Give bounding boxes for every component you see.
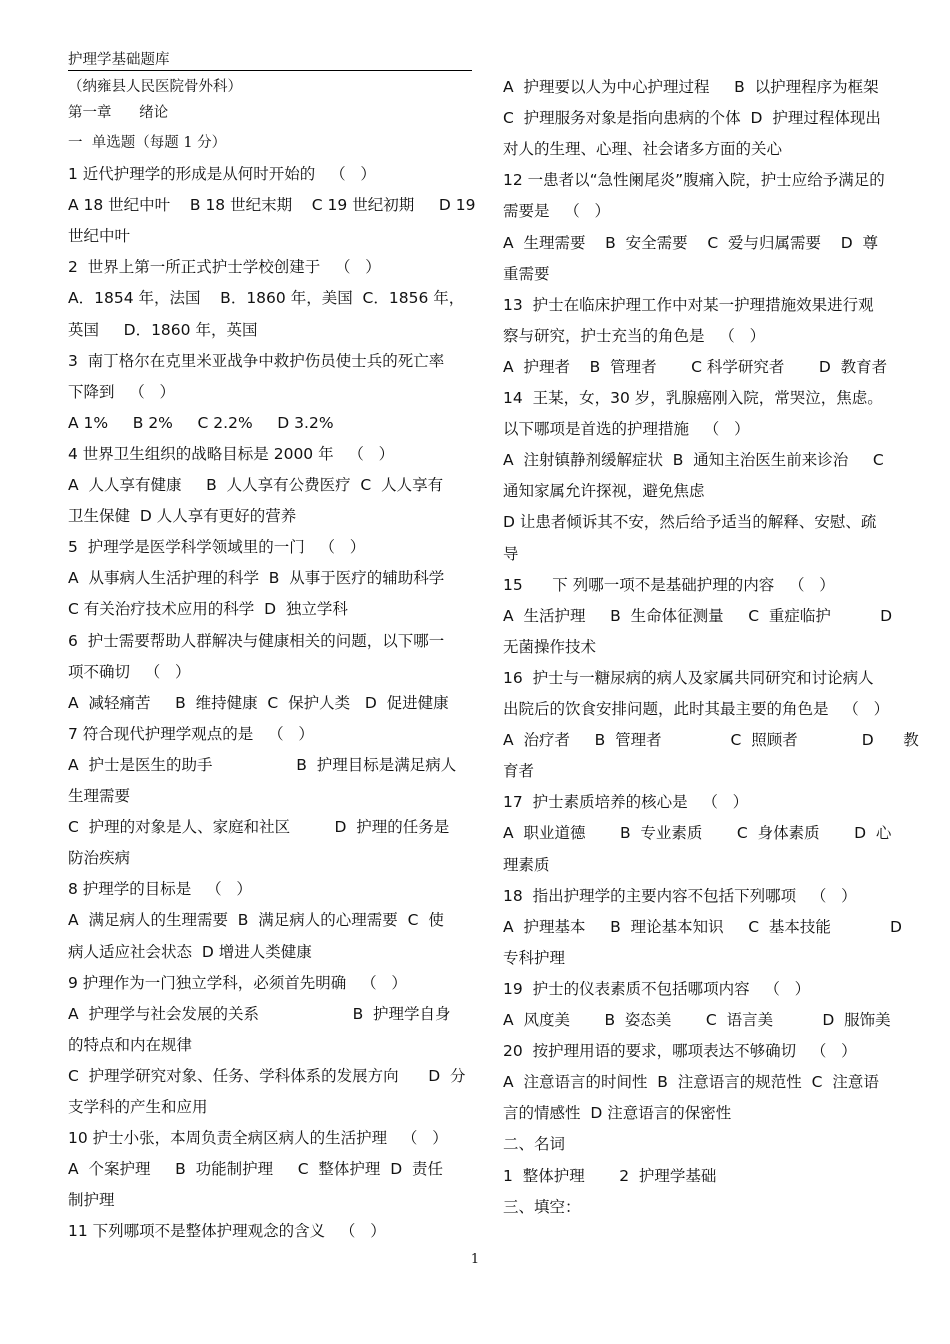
- text-line: 17 护士素质培养的核心是 （ ）: [503, 793, 749, 812]
- text-line: D 让患者倾诉其不安，然后给予适当的解释、安慰、疏: [503, 513, 877, 532]
- text-line: 出院后的饮食安排问题，此时其最主要的角色是 （ ）: [503, 700, 890, 718]
- text-line: 世纪中叶: [68, 227, 131, 246]
- text-line: C 有关治疗技术应用的科学 D 独立学科: [68, 600, 348, 619]
- text-line: 无菌操作技术: [503, 637, 597, 656]
- text-line: 通知家属允许探视，避免焦虑: [503, 482, 705, 501]
- text-line: 13 护士在临床护理工作中对某一护理措施效果进行观: [503, 295, 874, 314]
- text-line: 卫生保健 D 人人享有更好的营养: [68, 507, 297, 526]
- text-line: C 护理的对象是人、家庭和社区 D 护理的任务是: [68, 818, 450, 837]
- text-line: A 满足病人的生理需要 B 满足病人的心理需要 C 使: [68, 911, 444, 930]
- text-line: 导: [503, 544, 519, 563]
- text-line: 10 护士小张，本周负责全病区病人的生活护理 （ ）: [68, 1129, 448, 1148]
- text-line: 1 近代护理学的形成是从何时开始的 （ ）: [68, 165, 376, 183]
- text-line: 的特点和内在规律: [68, 1035, 193, 1054]
- text-line: 16 护士与一糖尿病的病人及家属共同研究和讨论病人: [503, 668, 874, 687]
- text-line: A 生活护理 B 生命体征测量 C 重症临护 D: [503, 606, 893, 625]
- text-line: 察与研究，护士充当的角色是 （ ）: [503, 326, 766, 345]
- text-line: A 风度美 B 姿态美 C 语言美 D 服饰美: [503, 1011, 891, 1029]
- text-line: 育者: [503, 762, 535, 781]
- text-line: 7 符合现代护理学观点的是 （ ）: [68, 724, 314, 743]
- text-line: 1 整体护理 2 护理学基础: [503, 1166, 717, 1185]
- text-line: 支学科的产生和应用: [68, 1098, 208, 1116]
- text-line: A 个案护理 B 功能制护理 C 整体护理 D 责任: [68, 1160, 444, 1179]
- section-heading: 一 单选题（每题 1 分）: [68, 135, 227, 151]
- text-line: 二、名词: [503, 1135, 566, 1154]
- text-line: 英国 D．1860 年，英国: [68, 320, 258, 339]
- text-line: 15 下 列哪一项不是基础护理的内容 （ ）: [503, 575, 835, 594]
- text-line: A 护理学与社会发展的关系 B 护理学自身: [68, 1004, 451, 1023]
- text-line: 防治疾病: [68, 849, 131, 868]
- text-line: A 人人享有健康 B 人人享有公费医疗 C 人人享有: [68, 476, 444, 494]
- text-line: 以下哪项是首选的护理措施 （ ）: [503, 420, 750, 439]
- text-line: A 护士是医生的助手 B 护理目标是满足病人: [68, 755, 457, 774]
- text-line: A 从事病人生活护理的科学 B 从事于医疗的辅助科学: [68, 569, 445, 588]
- text-line: A 生理需要 B 安全需要 C 爱与归属需要 D 尊: [503, 233, 879, 252]
- text-line: A 护理基本 B 理论基本知识 C 基本技能 D: [503, 917, 902, 936]
- text-line: 重需要: [503, 264, 550, 283]
- text-line: 8 护理学的目标是 （ ）: [68, 880, 252, 899]
- document-title: 护理学基础题库: [68, 52, 170, 68]
- text-line: C 护理学研究对象、任务、学科体系的发展方向 D 分: [68, 1066, 466, 1085]
- text-line: 14 王某，女，30 岁，乳腺癌刚入院，常哭泣，焦虑。: [503, 389, 883, 407]
- text-line: 5 护理学是医学科学领域里的一门 （ ）: [68, 538, 366, 557]
- page-number: 1: [470, 1252, 480, 1267]
- text-line: 对人的生理、心理、社会诸多方面的关心: [503, 140, 783, 159]
- chapter-heading: 第一章 绪论: [68, 105, 169, 121]
- text-line: 12 一患者以“急性阑尾炎”腹痛入院，护士应给予满足的: [503, 171, 885, 190]
- text-line: 病人适应社会状态 D 增进人类健康: [68, 942, 312, 961]
- text-line: A 治疗者 B 管理者 C 照顾者 D 教: [503, 731, 919, 750]
- text-line: A 注意语言的时间性 B 注意语言的规范性 C 注意语: [503, 1073, 879, 1092]
- text-line: C 护理服务对象是指向患病的个体 D 护理过程体现出: [503, 109, 881, 128]
- text-line: 理素质: [503, 855, 550, 874]
- text-line: 项不确切 （ ）: [68, 662, 191, 681]
- text-line: A 注射镇静剂缓解症状 B 通知主治医生前来诊治 C: [503, 451, 884, 470]
- text-line: A 18 世纪中叶 B 18 世纪末期 C 19 世纪初期 D 19: [68, 196, 476, 215]
- document-subtitle: （纳雍县人民医院骨外科）: [68, 79, 242, 95]
- text-line: 言的情感性 D 注意语言的保密性: [503, 1104, 732, 1123]
- text-line: 6 护士需要帮助人群解决与健康相关的问题，以下哪一: [68, 631, 445, 650]
- text-line: 生理需要: [68, 787, 131, 805]
- text-line: 需要是 （ ）: [503, 202, 611, 221]
- text-line: 2 世界上第一所正式护士学校创建于 （ ）: [68, 258, 381, 277]
- text-line: 9 护理作为一门独立学科，必须首先明确 （ ）: [68, 973, 407, 992]
- text-line: 18 指出护理学的主要内容不包括下列哪项 （ ）: [503, 886, 857, 905]
- text-line: 三、填空：: [503, 1197, 581, 1216]
- text-line: A．1854 年，法国 B．1860 年，美国 C．1856 年，: [68, 289, 465, 308]
- text-line: 制护理: [68, 1191, 115, 1210]
- text-line: A 护理要以人为中心护理过程 B 以护理程序为框架: [503, 78, 879, 96]
- text-line: A 护理者 B 管理者 C 科学研究者 D 教育者: [503, 357, 888, 376]
- text-line: A 职业道德 B 专业素质 C 身体素质 D 心: [503, 824, 892, 843]
- header-rule: [68, 70, 472, 71]
- text-line: 3 南丁格尔在克里米亚战争中救护伤员使士兵的死亡率: [68, 351, 445, 370]
- text-line: 19 护士的仪表素质不包括哪项内容 （ ）: [503, 979, 811, 998]
- text-line: 4 世界卫生组织的战略目标是 2000 年 （ ）: [68, 444, 395, 463]
- text-line: A 1% B 2% C 2.2% D 3.2%: [68, 413, 334, 432]
- text-line: 专科护理: [503, 948, 566, 967]
- text-line: 20 按护理用语的要求，哪项表达不够确切 （ ）: [503, 1042, 857, 1061]
- text-line: 下降到 （ ）: [68, 382, 176, 401]
- text-line: 11 下列哪项不是整体护理观念的含义 （ ）: [68, 1222, 386, 1241]
- text-line: A 减轻痛苦 B 维持健康 C 保护人类 D 促进健康: [68, 693, 449, 712]
